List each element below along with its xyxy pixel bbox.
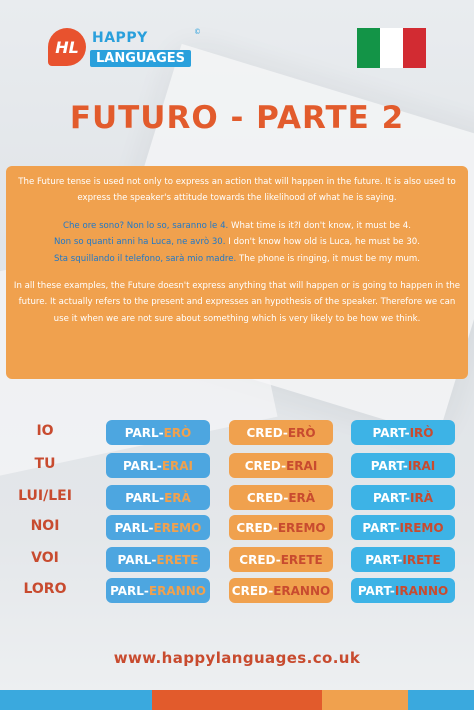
- example-line: [12, 218, 462, 234]
- explanation-intro: The Future tense is used not only to express an action that will happen in the future. It is also used to express the speaker's attitude towards the likelihood of what he is saying.: [18, 177, 456, 204]
- verb-ending: ERETE: [156, 552, 199, 567]
- flag-green-stripe: [357, 28, 380, 68]
- logo-word-happy: HAPPY: [92, 30, 148, 46]
- conjugation-row: [0, 515, 474, 540]
- italian-flag-icon: [357, 28, 426, 68]
- explanation-box: [6, 166, 468, 379]
- page-title: FUTURO - PARTE 2: [69, 100, 405, 136]
- verb-ending: ERAI: [161, 458, 194, 473]
- verb-ending: IRAI: [407, 458, 436, 473]
- pronoun-label: NOI: [30, 518, 60, 534]
- verb-stem: PARL-: [117, 552, 157, 567]
- verb-stem: PARL-: [125, 490, 165, 505]
- parlare-form-pill: [106, 547, 210, 572]
- verb-ending: IRÀ: [410, 490, 434, 505]
- verb-stem: CRED-: [231, 583, 274, 598]
- parlare-form-pill: [106, 420, 210, 445]
- verb-stem: PART-: [372, 490, 411, 505]
- verb-stem: PART-: [357, 583, 395, 598]
- parlare-form-pill: [106, 515, 210, 540]
- verb-ending: IRÒ: [409, 425, 434, 440]
- example-line: [12, 251, 462, 267]
- verb-stem: CRED-: [244, 458, 287, 473]
- explanation-conclusion: In all these examples, the Future doesn't express anything that will happen or is going to happen in the future. It actually refers to the present and expresses an hypothesis of the speaker. Therefore we can use it when we are not sure about something which is very likely to be how we think.: [13, 281, 461, 324]
- pronoun-label: IO: [36, 423, 54, 439]
- partire-form-pill: [351, 515, 455, 540]
- conjugation-row: [0, 578, 474, 603]
- verb-ending: ERAI: [286, 458, 318, 473]
- verb-ending: IRANNO: [394, 583, 449, 598]
- logo-word-languages: LANGUAGES: [90, 50, 191, 67]
- website-link[interactable]: www.happylanguages.co.uk: [113, 649, 361, 667]
- verb-stem: PART-: [372, 425, 410, 440]
- parlare-form-pill: [106, 485, 210, 510]
- verb-stem: PARL-: [122, 458, 162, 473]
- example-english: The phone is ringing, it must be my mum.: [236, 253, 420, 264]
- footer-stripes: [0, 690, 474, 710]
- flag-white-stripe: [380, 28, 403, 68]
- parlare-form-pill: [106, 578, 210, 603]
- pronoun-label: VOI: [31, 550, 59, 566]
- logo-badge: HL: [48, 28, 86, 66]
- footer-stripe: [152, 690, 323, 710]
- conjugation-row: [0, 420, 474, 445]
- logo-copyright-mark: ©: [194, 28, 201, 36]
- credere-form-pill: [229, 420, 333, 445]
- partire-form-pill: [351, 547, 455, 572]
- partire-form-pill: [351, 420, 455, 445]
- credere-form-pill: [229, 453, 333, 478]
- example-italian: Sta squillando il telefono, sarà mio madre.: [53, 253, 237, 264]
- partire-form-pill: [351, 578, 455, 603]
- verb-stem: PARL-: [124, 425, 164, 440]
- footer-stripe: [0, 690, 152, 710]
- verb-ending: ERANNO: [148, 583, 206, 598]
- conjugation-row: [0, 547, 474, 572]
- verb-stem: PART-: [370, 458, 408, 473]
- verb-stem: PARL-: [110, 583, 149, 598]
- verb-ending: ERÀ: [288, 490, 316, 505]
- example-italian: Che ore sono? Non lo so, saranno le 4.: [62, 220, 229, 231]
- example-italian: Non so quanti anni ha Luca, ne avrò 30.: [53, 237, 226, 248]
- verb-ending: ERÒ: [287, 425, 316, 440]
- verb-ending: IREMO: [399, 520, 444, 535]
- credere-form-pill: [229, 578, 333, 603]
- verb-ending: EREMO: [277, 520, 326, 535]
- pronoun-label: TU: [34, 456, 56, 472]
- verb-stem: PART-: [362, 520, 400, 535]
- verb-ending: ERÀ: [164, 490, 191, 505]
- verb-ending: ERANNO: [273, 583, 331, 598]
- example-english: I don't know how old is Luca, he must be 30.: [225, 237, 420, 248]
- flag-red-stripe: [403, 28, 426, 68]
- verb-ending: IRETE: [402, 552, 441, 567]
- conjugation-row: [0, 453, 474, 478]
- credere-form-pill: [229, 515, 333, 540]
- credere-form-pill: [229, 547, 333, 572]
- verb-ending: ERETE: [280, 552, 323, 567]
- verb-ending: EREMO: [153, 520, 202, 535]
- verb-stem: CRED-: [239, 552, 281, 567]
- verb-stem: PART-: [365, 552, 403, 567]
- pronoun-label: LUI/LEI: [18, 488, 72, 504]
- partire-form-pill: [351, 485, 455, 510]
- verb-stem: CRED-: [236, 520, 278, 535]
- verb-ending: ERÒ: [163, 425, 192, 440]
- footer-stripe: [322, 690, 407, 710]
- credere-form-pill: [229, 485, 333, 510]
- verb-stem: CRED-: [246, 490, 289, 505]
- verb-stem: PARL-: [114, 520, 154, 535]
- example-line: [12, 234, 462, 250]
- footer-stripe: [408, 690, 474, 710]
- conjugation-row: [0, 485, 474, 510]
- parlare-form-pill: [106, 453, 210, 478]
- pronoun-label: LORO: [23, 581, 67, 597]
- verb-stem: CRED-: [246, 425, 288, 440]
- example-english: What time is it?I don't know, it must be 4.: [228, 220, 412, 231]
- partire-form-pill: [351, 453, 455, 478]
